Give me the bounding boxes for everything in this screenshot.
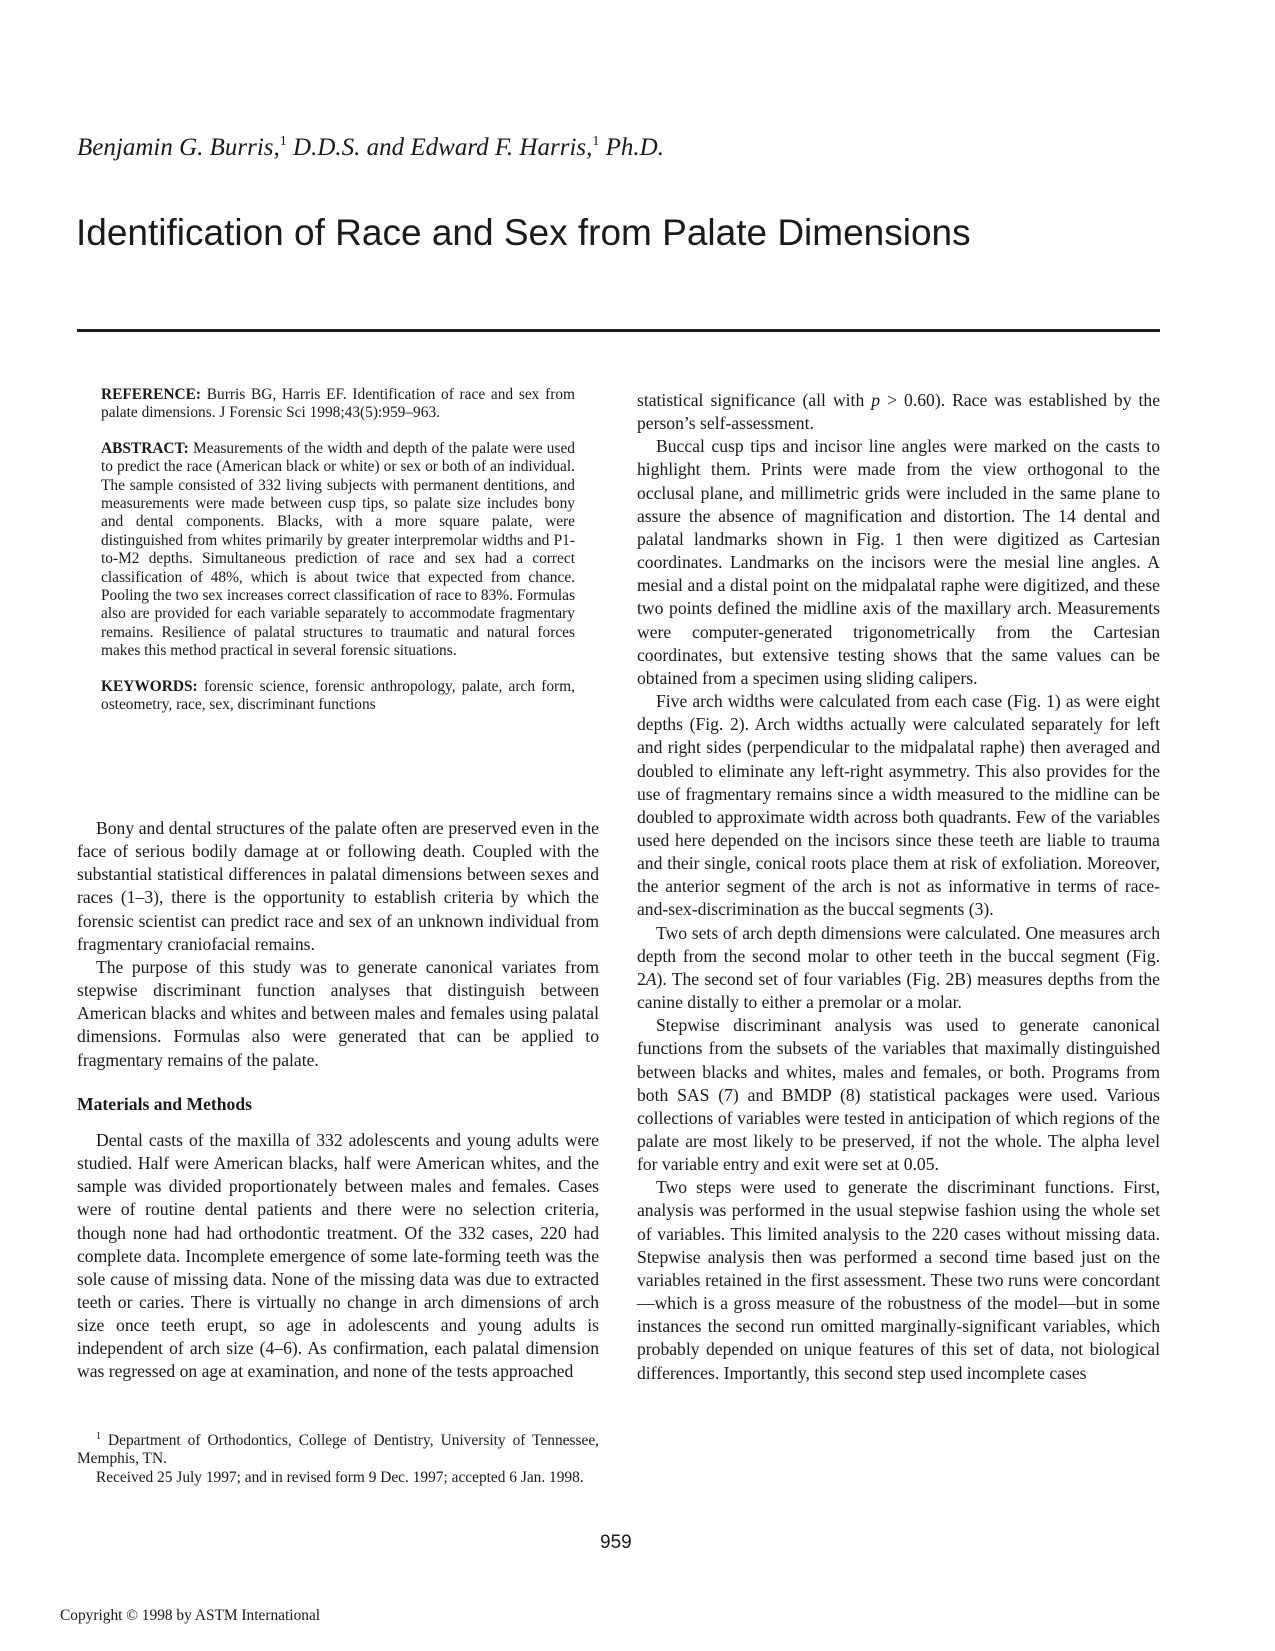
abstract-block <box>101 386 575 715</box>
p4-text-start: Two sets of arch depth dimensions were calculated. One measures arch depth from the second molar to other teeth in the buccal segment (Fig. 2 <box>637 922 1160 989</box>
continued-text-start: statistical significance (all with <box>637 390 872 410</box>
author-1-name: Benjamin G. Burris, <box>77 134 280 161</box>
article-title: Identification of Race and Sex from Palate Dimensions <box>76 212 971 253</box>
keywords-text: forensic science, forensic anthropology, palate, arch form, osteometry, race, sex, discriminant functions <box>101 677 575 714</box>
author-1-footnote-mark: 1 <box>279 134 287 149</box>
methods-paragraph-continued <box>637 389 1160 435</box>
continued-text-end: > 0.60). Race was established by the person’s self-assessment. <box>637 390 1161 434</box>
methods-paragraph-6: Two steps were used to generate the discriminant functions. First, analysis was performed in the usual stepwise fashion using the whole set of variables. This limited analysis to the 220 cases without missing data. Stepwise analysis then was performed a second time based just on the variables retained in the first assessment. These two runs were concordant—which is a gross measure of the robustness of the model—but in some instances the second run omitted marginally-significant variables, which probably depended on unique features of this set of data, not biological differences. Importantly, this second step used incomplete cases <box>637 1177 1160 1383</box>
intro-paragraph-2: The purpose of this study was to generate canonical variates from stepwise discriminant function analyses that distinguish between American blacks and whites and between males and females using palatal dimensions. Formulas also were generated that can be applied to fragmentary remains of the palate. <box>77 956 599 1070</box>
abstract-text: Measurements of the width and depth of the palate were used to predict the race (American black or white) or sex or both of an individual. The sample consisted of 332 living subjects with permanent dentitions, and measurements were made between cusp tips, so palate size includes bony and dental components. Blacks, with a more square palate, were distinguished from whites primarily by greater interpremolar widths and P1-to-M2 depths. Simultaneous prediction of race and sex had a correct classification of 48%, which is about twice that expected from chance. Pooling the two sex increases correct classification of race to 83%. Formulas also are provided for each variable separately to accommodate fragmentary remains. Resilience of palatal structures to traumatic and natural forces makes this method practical in several forensic situations. <box>101 439 575 660</box>
title-rule <box>77 329 1160 332</box>
copyright-notice: Copyright © 1998 by ASTM International <box>60 1607 321 1624</box>
author-degrees: D.D.S. and Edward F. Harris, <box>286 134 593 161</box>
left-column <box>77 817 599 1384</box>
reference-text: Burris BG, Harris EF. Identification of race and sex from palate dimensions. J Forensic Sci 1998;43(5):959–963. <box>101 386 575 422</box>
keywords-paragraph <box>101 678 575 715</box>
right-column <box>637 389 1160 1385</box>
affiliation-footnote-mark: 1 <box>96 1431 101 1442</box>
abstract-label: ABSTRACT: <box>101 439 189 457</box>
methods-paragraph-5: Stepwise discriminant analysis was used to generate canonical functions from the subsets of the variables that maximally distinguished between blacks and whites, males and females, or both. Programs from both SAS (7) and BMDP (8) statistical packages were used. Various collections of variables were tested in anticipation of which regions of the palate are most likely to be preserved, if not the whole. The alpha level for variable entry and exit were set at 0.05. <box>637 1015 1160 1175</box>
footnotes <box>77 1428 599 1487</box>
intro-paragraph-1: Bony and dental structures of the palate often are preserved even in the face of serious bodily damage at or following death. Coupled with the substantial statistical differences in palatal dimensions between sexes and races (1–3), there is the opportunity to establish criteria by which the forensic scientist can predict race and sex of an unknown individual from fragmentary craniofacial remains. <box>77 818 599 954</box>
keywords-label: KEYWORDS: <box>101 677 198 695</box>
methods-paragraph-4 <box>637 922 1160 1015</box>
author-2-degree: Ph.D. <box>599 134 664 161</box>
reference-paragraph <box>101 386 575 423</box>
figure-part-label: A <box>645 968 657 989</box>
received-dates: Received 25 July 1997; and in revised form 9 Dec. 1997; accepted 6 Jan. 1998. <box>96 1468 584 1486</box>
p4-text-end: ). The second set of four variables (Fig. 2B) measures depths from the canine distally to either a premolar or a molar. <box>637 968 1160 1013</box>
page-number: 959 <box>600 1532 632 1553</box>
methods-paragraph-2: Buccal cusp tips and incisor line angles were marked on the casts to highlight them. Prints were made from the view orthogonal to the occlusal plane, and millimetric grids were included in the same plane to assure the absence of magnification and distortion. The 14 dental and palatal landmarks shown in Fig. 1 then were digitized as Cartesian coordinates. Landmarks on the incisors were the mesial line angles. A mesial and a distal point on the midpalatal raphe were digitized, and these two points defined the midline axis of the maxillary arch. Measurements were computer-generated trigonometrically from the Cartesian coordinates, but extensive testing shows that the same values can be obtained from a specimen using sliding calipers. <box>637 436 1160 688</box>
p-variable: p <box>871 390 881 410</box>
reference-label: REFERENCE: <box>101 386 202 403</box>
section-heading-materials-methods: Materials and Methods <box>77 1093 252 1114</box>
abstract-paragraph <box>101 440 575 661</box>
author-2-footnote-mark: 1 <box>592 134 600 149</box>
affiliation-footnote <box>77 1428 599 1469</box>
methods-paragraph-1: Dental casts of the maxilla of 332 adolescents and young adults were studied. Half were American blacks, half were American whites, and the sample was divided proportionately between males and females. Cases were of routine dental patients and there were no selection criteria, though none had had orthodontic treatment. Of the 332 cases, 220 had complete data. Incomplete emergence of some late-forming teeth was the sole cause of missing data. None of the missing data was due to extracted teeth or caries. There is virtually no change in arch dimensions of arch size once teeth erupt, so age in adolescents and young adults is independent of arch size (4–6). As confirmation, each palatal dimension was regressed on age at examination, and none of the tests approached <box>77 1129 599 1382</box>
affiliation-text: Department of Orthodontics, College of Dentistry, University of Tennessee, Memphis, TN. <box>77 1432 599 1468</box>
author-line <box>77 134 664 162</box>
methods-paragraph-3: Five arch widths were calculated from each case (Fig. 1) as were eight depths (Fig. 2). Arch widths actually were calculated separately for left and right sides (perpendicular to the midpalatal raphe) then averaged and doubled to eliminate any left-right asymmetry. This also provides for the use of fragmentary remains since a width measured to the midline can be doubled to approximate width across both quadrants. Few of the variables used here depended on the incisors since these teeth are liable to trauma and their single, conical roots place them at risk of exfoliation. Moreover, the anterior segment of the arch is not as informative in terms of race-and-sex-discrimination as the buccal segments (3). <box>637 691 1160 920</box>
